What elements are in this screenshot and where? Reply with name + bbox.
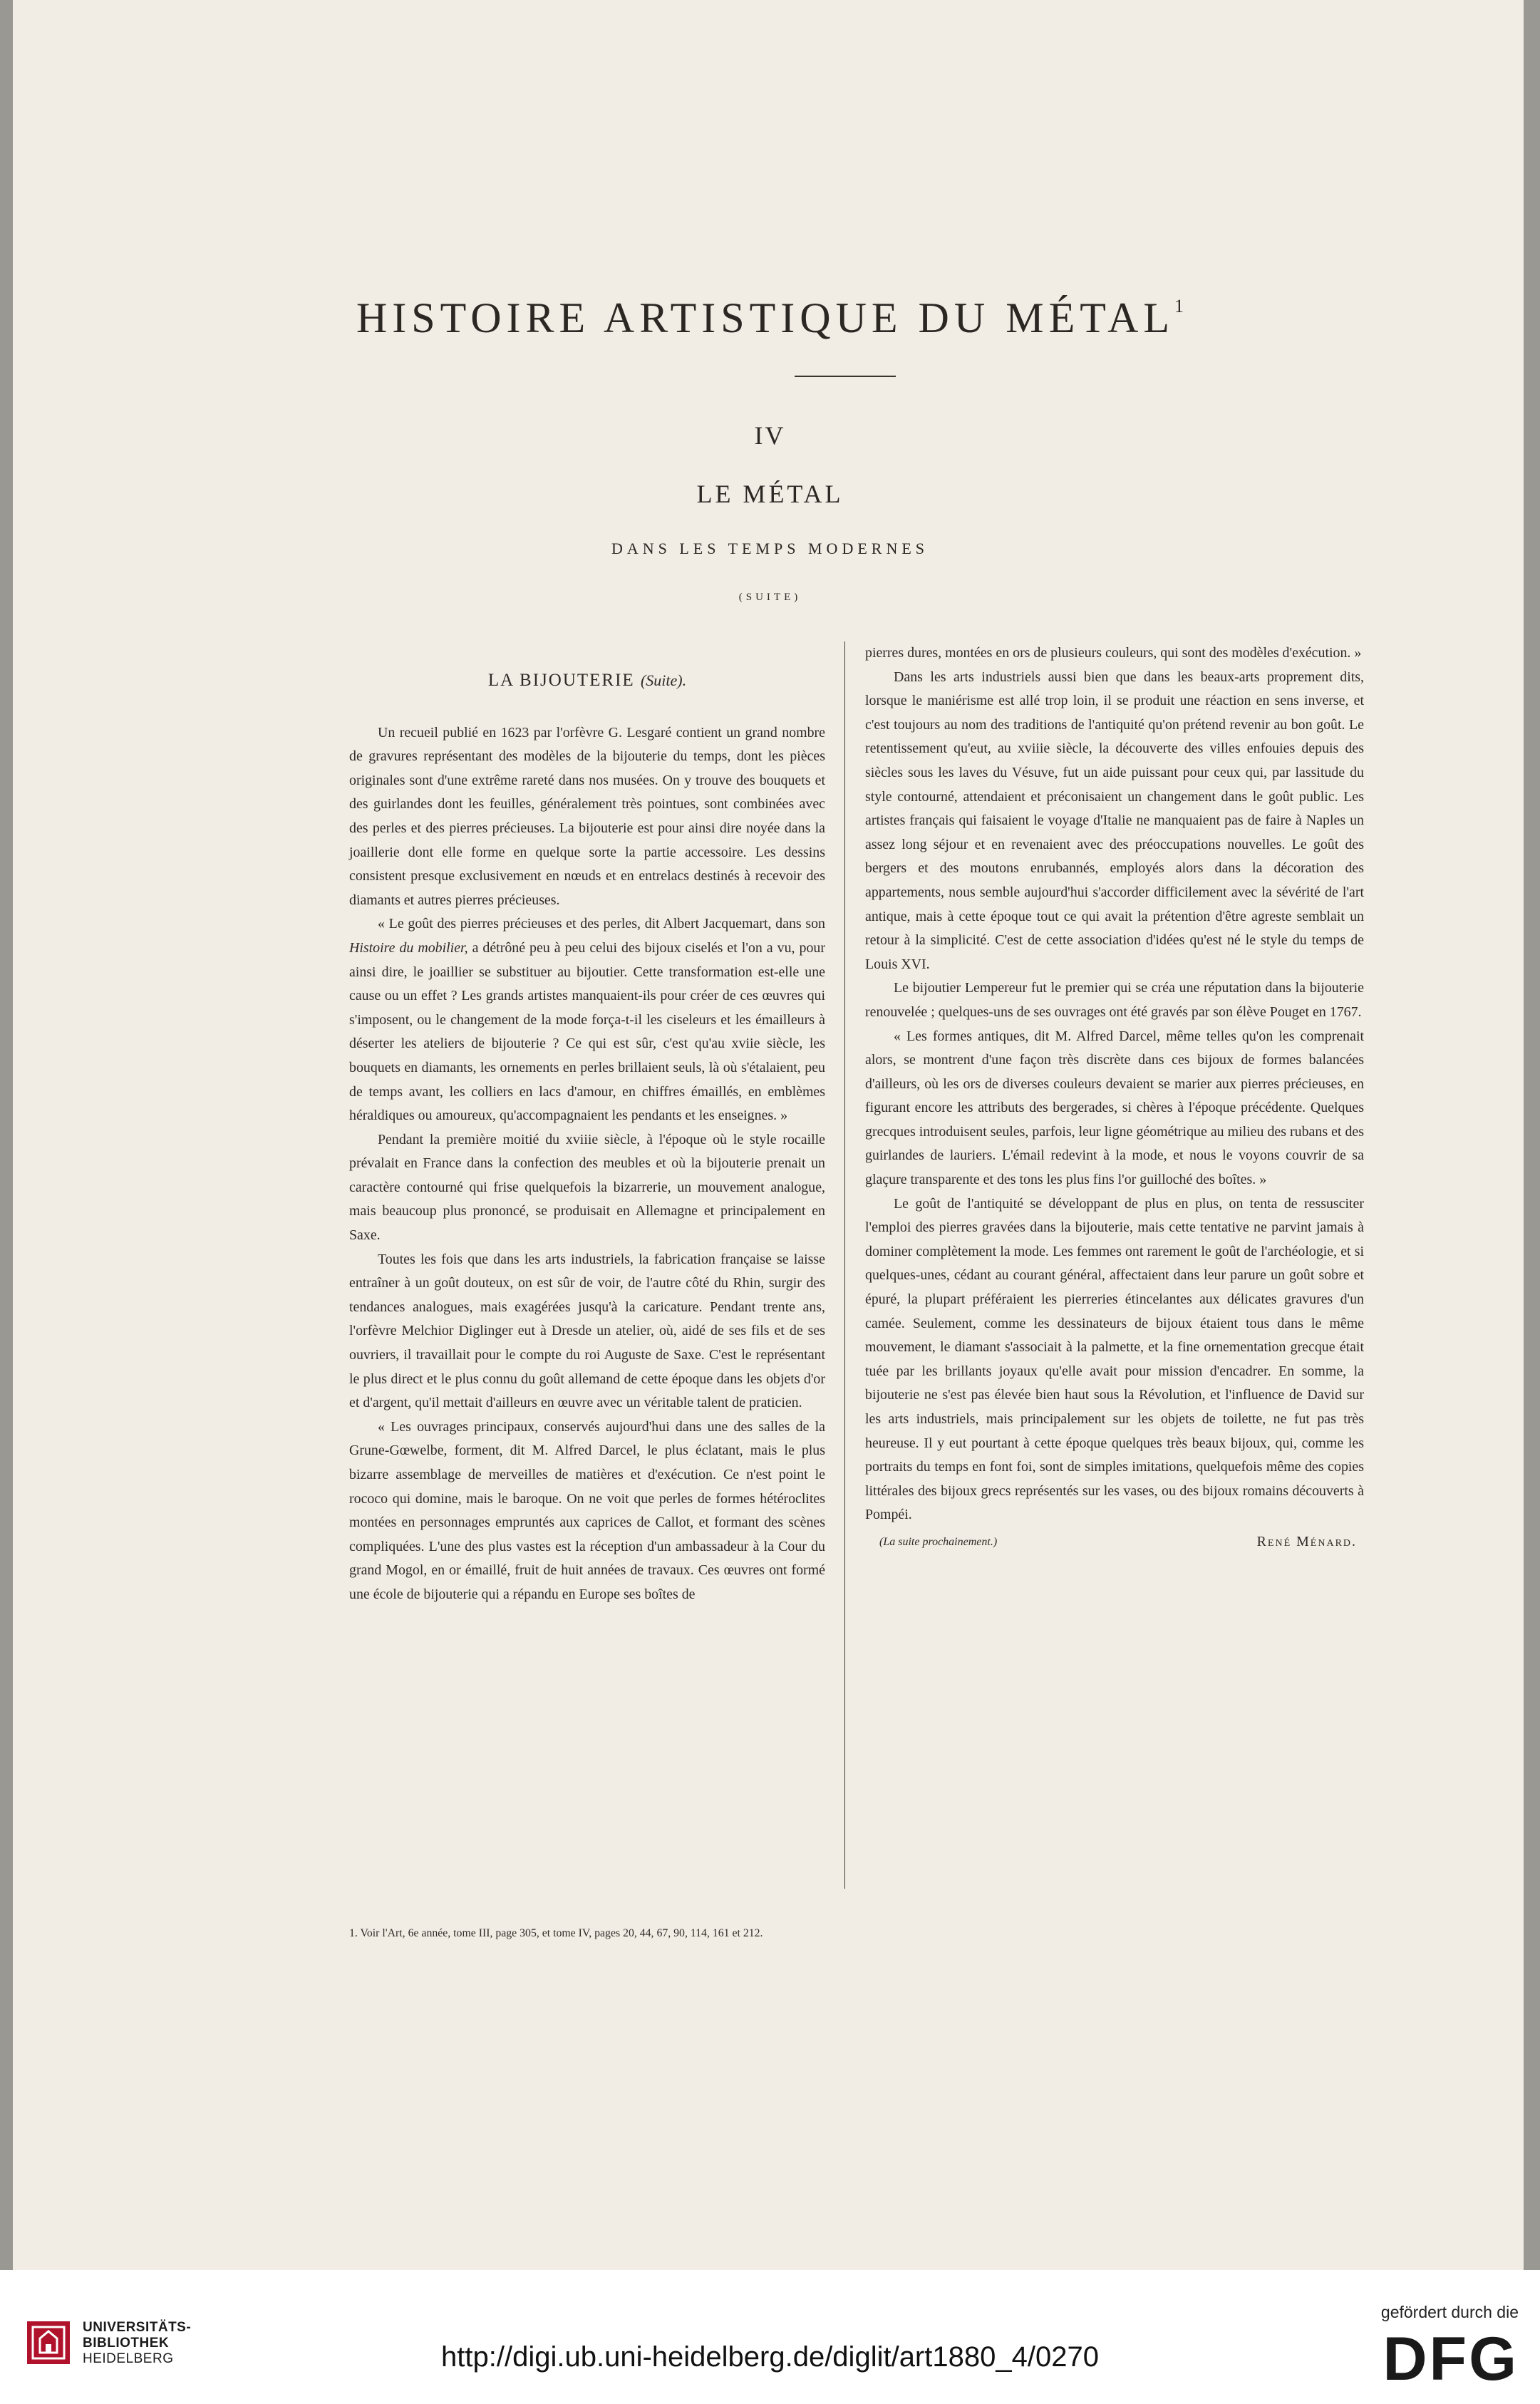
paragraph: Le bijoutier Lempereur fut le premier qui se créa une réputation dans la bijouterie renouvelée ; quelques-uns de ses ouvrages ont été gravés par son élève Pouget en 1767.: [865, 980, 1364, 1020]
institution-line: HEIDELBERG: [83, 2351, 174, 2366]
left-column: [349, 654, 825, 1607]
subsection-heading-text: LA BIJOUTERIE: [487, 671, 635, 690]
paragraph: Pendant la première moitié du xviiie siècle, à l'époque où le style rocaille prévalait en France dans la confection des meubles et où la bijouterie prenait un caractère contourné qui frise quelquefois la bizarrerie, un mouvement analogue, mais beaucoup plus prononcé, se produisait en Allemagne et principalement en Saxe.: [349, 1131, 825, 1244]
paragraph: Un recueil publié en 1623 par l'orfèvre G. Lesgaré contient un grand nombre de gravures représentant des modèles de la bijouterie du temps, dont les pièces originales sont d'une extrême rareté dans nos musées. On y trouve des bouquets et des guirlandes dont les feuilles, généralement très pointues, sont combinées avec des perles et des pierres précieuses. La bijouterie est pour ainsi dire noyée dans la joaillerie dont elle forme en quelque sorte la partie accessoire. Les dessins consistent presque exclusivement en nœuds et en entrelacs destinés à recevoir des diamants et autres pierres précieuses.: [349, 724, 825, 908]
paragraph-text: a détrôné peu à peu celui des bijoux ciselés et l'on a vu, pour ainsi dire, le joaillier se substituer au bijoutier. Cette transformation est-elle une cause ou un effet ? Les grands artistes manquaient-ils pour créer de ces œuvres qui s'imposent, ou le changement de la mode força-t-il les ciseleurs et les émailleurs à déserter les ateliers de bijouterie ? Ce qui est sûr, c'est qu'au xviie siècle, les bouquets en diamants, les ornements en perles brillaient seuls, là où s'étalaient, peu de temps avant, les colliers en lacs d'amour, en chiffres émaillés, en emblèmes héraldiques ou amoureux, qu'accompagnaient les pendants et les enseignes. »: [349, 939, 825, 1124]
section-title: LE MÉTAL: [696, 480, 844, 508]
funded-by-label: gefördert durch die: [1380, 2303, 1519, 2321]
institution-line: BIBLIOTHEK: [83, 2336, 170, 2351]
paragraph-text: « Le goût des pierres précieuses et des perles, dit Albert Jacquemart, dans son: [378, 916, 825, 932]
paragraph: pierres dures, montées en ors de plusieurs couleurs, qui sont des modèles d'exécution. »: [865, 645, 1362, 661]
subsection-heading-note: (Suite).: [640, 671, 687, 689]
paragraph: Toutes les fois que dans les arts industriels, la fabrication française se laisse entraîner à un goût douteux, on est sûr de voir, de l'autre côté du Rhin, surgir des tendances analogues, mais exagérées jusqu'à la caricature. Pendant trente ans, l'orfèvre Melchior Diglinger eut à Dresde un atelier, où, aidé de ses fils et de ses ouvriers, il travaillait pour le compte du roi Auguste de Saxe. C'est le représentant le plus direct et le plus connu du goût allemand de cette époque dans les objets d'or et d'argent, qu'il mettait d'ailleurs en œuvre avec un véritable talent de praticien.: [349, 1251, 825, 1411]
chapter-number: IV: [754, 421, 786, 450]
paragraph: « Les formes antiques, dit M. Alfred Darcel, même telles qu'on les comprenait alors, se montrent d'une façon très discrète dans ces bijoux de formes balancées d'ailleurs, où les ors de diverses couleurs devaient se marier aux pierres précieuses, en figurant encore les attributs des bergerades, si chères à l'époque précédente. Quelques grecques introduisent seules, parfois, leur ligne géométrique au milieu des rubans et des guirlandes de lauriers. L'émail redevint à la mode, et nous le voyons couvrir de sa glaçure transparente et des tons les plus fins l'or guilloché des boîtes. »: [865, 1028, 1364, 1188]
source-url-link[interactable]: http://digi.ub.uni-heidelberg.de/diglit/art1880_4/0270: [441, 2341, 1099, 2373]
institution-line: UNIVERSITÄTS-: [83, 2320, 192, 2335]
paragraph: [349, 912, 825, 1128]
paragraph: Dans les arts industriels aussi bien que dans les beaux-arts proprement dits, lorsque le maniérisme est allé trop loin, il se produit une réaction en sens inverse, et c'est toujours au nom des traditions de l'antiquité qu'on prétend revenir au bon goût. Le retentissement qu'eut, au xviiie siècle, la découverte des villes enfouies depuis des siècles sous les laves du Vésuve, fut un aide puissant pour ceux qui, par lassitude du style contourné, attendaient et préconisaient un changement dans le goût public. Les artistes français qui faisaient le voyage d'Italie ne manquaient pas de faire à Naples un assez long séjour et en revenaient avec des préoccupations nouvelles. Le goût des bergers et des moutons enrubannés, employés alors dans la décoration des appartements, nous semble aujourd'hui s'accorder difficilement avec la sévérité de l'art antique, mais à cette époque tout ce qui avait la prétention d'être agreste semblait un retour à la simplicité. C'est de cette association d'idées qu'est né le style du temps de Louis XVI.: [865, 669, 1364, 972]
continued-note: (La suite prochainement.): [879, 1535, 998, 1548]
article-title: [0, 294, 1540, 343]
subsection-heading: [349, 669, 825, 693]
dfg-logo: DFG: [1383, 2325, 1519, 2393]
title-rule: [795, 376, 896, 377]
column-divider: [844, 641, 845, 1889]
right-column: [865, 641, 1364, 1554]
article-title-text: HISTOIRE ARTISTIQUE DU MÉTAL: [356, 294, 1175, 341]
title-footnote-marker: 1: [1174, 296, 1184, 316]
section-subtitle: DANS LES TEMPS MODERNES: [611, 540, 929, 557]
footnote: 1. Voir l'Art, 6e année, tome III, page 305, et tome IV, pages 20, 44, 67, 90, 114, 161 et 212.: [349, 1927, 763, 1939]
author-name: René Ménard.: [1256, 1533, 1357, 1549]
signature-line: [865, 1530, 1364, 1554]
paragraph: Le goût de l'antiquité se développant de plus en plus, on tenta de ressusciter l'emploi des pierres gravées dans la bijouterie, mais cette tentative ne parvint jamais à dominer complètement la mode. Les femmes ont rarement le goût de l'archéologie, et si quelques-unes, cédant au courant général, affectaient dans leur parure un goût sobre et épuré, la plupart préféraient les pierreries étincelantes aux délicates gravures d'un camée. Seulement, comme les dessinateurs de bijoux étaient tous dans le même mouvement, le diamant s'associait à la palmette, et la fine ornementation grecque était tuée par les brillants joyaux qu'elle avait pour mission d'encadrer. En somme, la bijouterie ne s'est pas élevée bien haut sous la Révolution, et l'influence de David sur les arts industriels, mais principalement sur les objets de toilette, ne fut pas très heureuse. Il y eut pourtant à cette époque quelques très beaux bijoux, qui, comme les portraits du temps en font foi, sont de simples imitations, quelquefois même des copies littérales des bijoux grecs représentés sur les vases, ou des bijoux romains découverts à Pompéi.: [865, 1195, 1364, 1523]
paragraph: « Les ouvrages principaux, conservés aujourd'hui dans une des salles de la Grune-Gœwelbe, forment, dit M. Alfred Darcel, le plus éclatant, mais le plus bizarre assemblage de merveilles de matières et d'exécution. Ce n'est point le rococo qui domine, mais le baroque. On ne voit que perles de formes hétéroclites montées en personnages empruntés aux caprices de Callot, et formant des scènes compliquées. L'une des plus vastes est la réception d'un ambassadeur à la Cour du grand Mogol, en or émaillé, fruit de huit années de travaux. Ces œuvres ont formé une école de bijouterie qui a répandu en Europe ses boîtes de: [349, 1418, 825, 1602]
suite-label: (SUITE): [738, 592, 802, 603]
footer-bar: [0, 2270, 1540, 2404]
book-title: Histoire du mobilier,: [349, 939, 468, 956]
